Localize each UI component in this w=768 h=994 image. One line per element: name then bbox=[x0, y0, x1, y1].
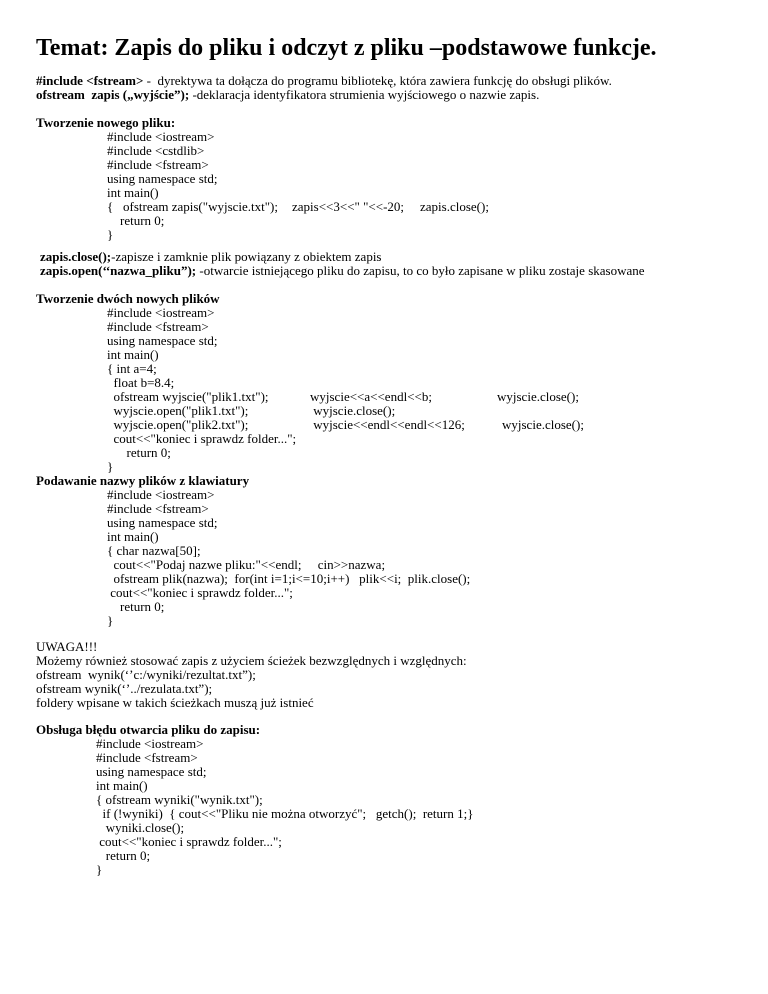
code-line: #include <fstream> bbox=[107, 501, 209, 516]
section-heading-new-file: Tworzenie nowego pliku: bbox=[36, 115, 176, 130]
code-line: cout<<"Podaj nazwe pliku:"<<endl; cin>>nazwa; bbox=[107, 557, 386, 572]
ofstream-declaration: ofstream zapis („wyjście”); bbox=[36, 87, 190, 102]
code-line: { int a=4; bbox=[107, 361, 157, 376]
code-line: int main() bbox=[107, 529, 159, 544]
fstream-directive: #include <fstream> bbox=[36, 73, 144, 88]
code-line: { char nazwa[50]; bbox=[107, 543, 201, 558]
code-line: #include <iostream> bbox=[96, 736, 204, 751]
code-line: using namespace std; bbox=[96, 764, 207, 779]
code-line: } bbox=[107, 227, 114, 242]
intro-line-1 bbox=[36, 74, 612, 88]
note-paths-line: foldery wpisane w takich ścieżkach muszą już istnieć bbox=[36, 695, 314, 710]
code-line: } bbox=[96, 862, 103, 877]
code-line: #include <iostream> bbox=[107, 305, 215, 320]
intro-line-2-text: -deklaracja identyfikatora strumienia wyjściowego o nazwie zapis. bbox=[189, 87, 540, 102]
code-line: int main() bbox=[107, 185, 159, 200]
note-paths-line: UWAGA!!! bbox=[36, 639, 98, 654]
code-line: #include <cstdlib> bbox=[107, 143, 205, 158]
note-close bbox=[40, 250, 382, 264]
code-right-line: wyjscie.close(); bbox=[502, 417, 584, 432]
note-paths-line: ofstream wynik(‘’c:/wyniki/rezultat.txt”); bbox=[36, 667, 256, 682]
section-heading-two-files: Tworzenie dwóch nowych plików bbox=[36, 291, 220, 306]
code-line: #include <iostream> bbox=[107, 129, 215, 144]
code-line: float b=8.4; bbox=[107, 375, 175, 390]
note-open-term: zapis.open(‘‘nazwa_pliku”); bbox=[40, 263, 197, 278]
code-line: using namespace std; bbox=[107, 333, 218, 348]
intro-line-2 bbox=[36, 88, 539, 102]
section-heading-keyboard-filename: Podawanie nazwy plików z klawiatury bbox=[36, 473, 250, 488]
code-line: using namespace std; bbox=[107, 171, 218, 186]
code-line: using namespace std; bbox=[107, 515, 218, 530]
code-line: cout<<"koniec i sprawdz folder..."; bbox=[96, 834, 282, 849]
note-paths-line: ofstream wynik(‘’../rezulata.txt”); bbox=[36, 681, 213, 696]
note-close-term: zapis.close(); bbox=[40, 249, 112, 264]
code-line: wyjscie.open("plik1.txt"); bbox=[107, 403, 249, 418]
code-line: return 0; bbox=[107, 445, 171, 460]
code-line: return 0; bbox=[107, 213, 165, 228]
code-line: int main() bbox=[96, 778, 148, 793]
code-right-line: wyjscie.close(); bbox=[497, 389, 579, 404]
code-line: ofstream plik(nazwa); for(int i=1;i<=10;i++) plik<<i; plik.close(); bbox=[107, 571, 471, 586]
code-side-close: zapis.close(); bbox=[420, 199, 489, 214]
note-open-text: -otwarcie istniejącego pliku do zapisu, to co było zapisane w pliku zostaje skasowane bbox=[196, 263, 645, 278]
code-line: wyjscie.open("plik2.txt"); bbox=[107, 417, 249, 432]
code-line: return 0; bbox=[107, 599, 165, 614]
code-line: { ofstream wyniki("wynik.txt"); bbox=[96, 792, 263, 807]
code-mid-line: wyjscie.close(); bbox=[310, 403, 396, 418]
code-line: #include <iostream> bbox=[107, 487, 215, 502]
code-line: #include <fstream> bbox=[107, 157, 209, 172]
section-heading-open-error: Obsługa błędu otwarcia pliku do zapisu: bbox=[36, 722, 261, 737]
intro-line-1-text: - dyrektywa ta dołącza do programu bibliotekę, która zawiera funkcję do obsługi plików. bbox=[143, 73, 612, 88]
code-line: cout<<"koniec i sprawdz folder..."; bbox=[107, 585, 293, 600]
code-line: wyniki.close(); bbox=[96, 820, 185, 835]
code-line: int main() bbox=[107, 347, 159, 362]
code-line: } bbox=[107, 613, 114, 628]
code-line: #include <fstream> bbox=[107, 319, 209, 334]
code-line: cout<<"koniec i sprawdz folder..."; bbox=[107, 431, 297, 446]
code-line: } bbox=[107, 459, 114, 474]
code-mid-line: wyjscie<<endl<<endl<<126; bbox=[310, 417, 465, 432]
code-line: { ofstream zapis("wyjscie.txt"); bbox=[107, 199, 278, 214]
note-close-text: -zapisze i zamknie plik powiązany z obiektem zapis bbox=[111, 249, 382, 264]
code-line: ofstream wyjscie("plik1.txt"); bbox=[107, 389, 269, 404]
note-open bbox=[40, 264, 645, 278]
code-mid-line: wyjscie<<a<<endl<<b; bbox=[310, 389, 432, 404]
code-line: if (!wyniki) { cout<<"Pliku nie można otworzyć"; getch(); return 1;} bbox=[96, 806, 474, 821]
code-line: return 0; bbox=[96, 848, 151, 863]
note-paths-line: Możemy również stosować zapis z użyciem ścieżek bezwzględnych i względnych: bbox=[36, 653, 467, 668]
page-title: Temat: Zapis do pliku i odczyt z pliku –podstawowe funkcje. bbox=[36, 35, 657, 61]
code-side-write: zapis<<3<<" "<<-20; bbox=[292, 199, 405, 214]
code-line: #include <fstream> bbox=[96, 750, 198, 765]
